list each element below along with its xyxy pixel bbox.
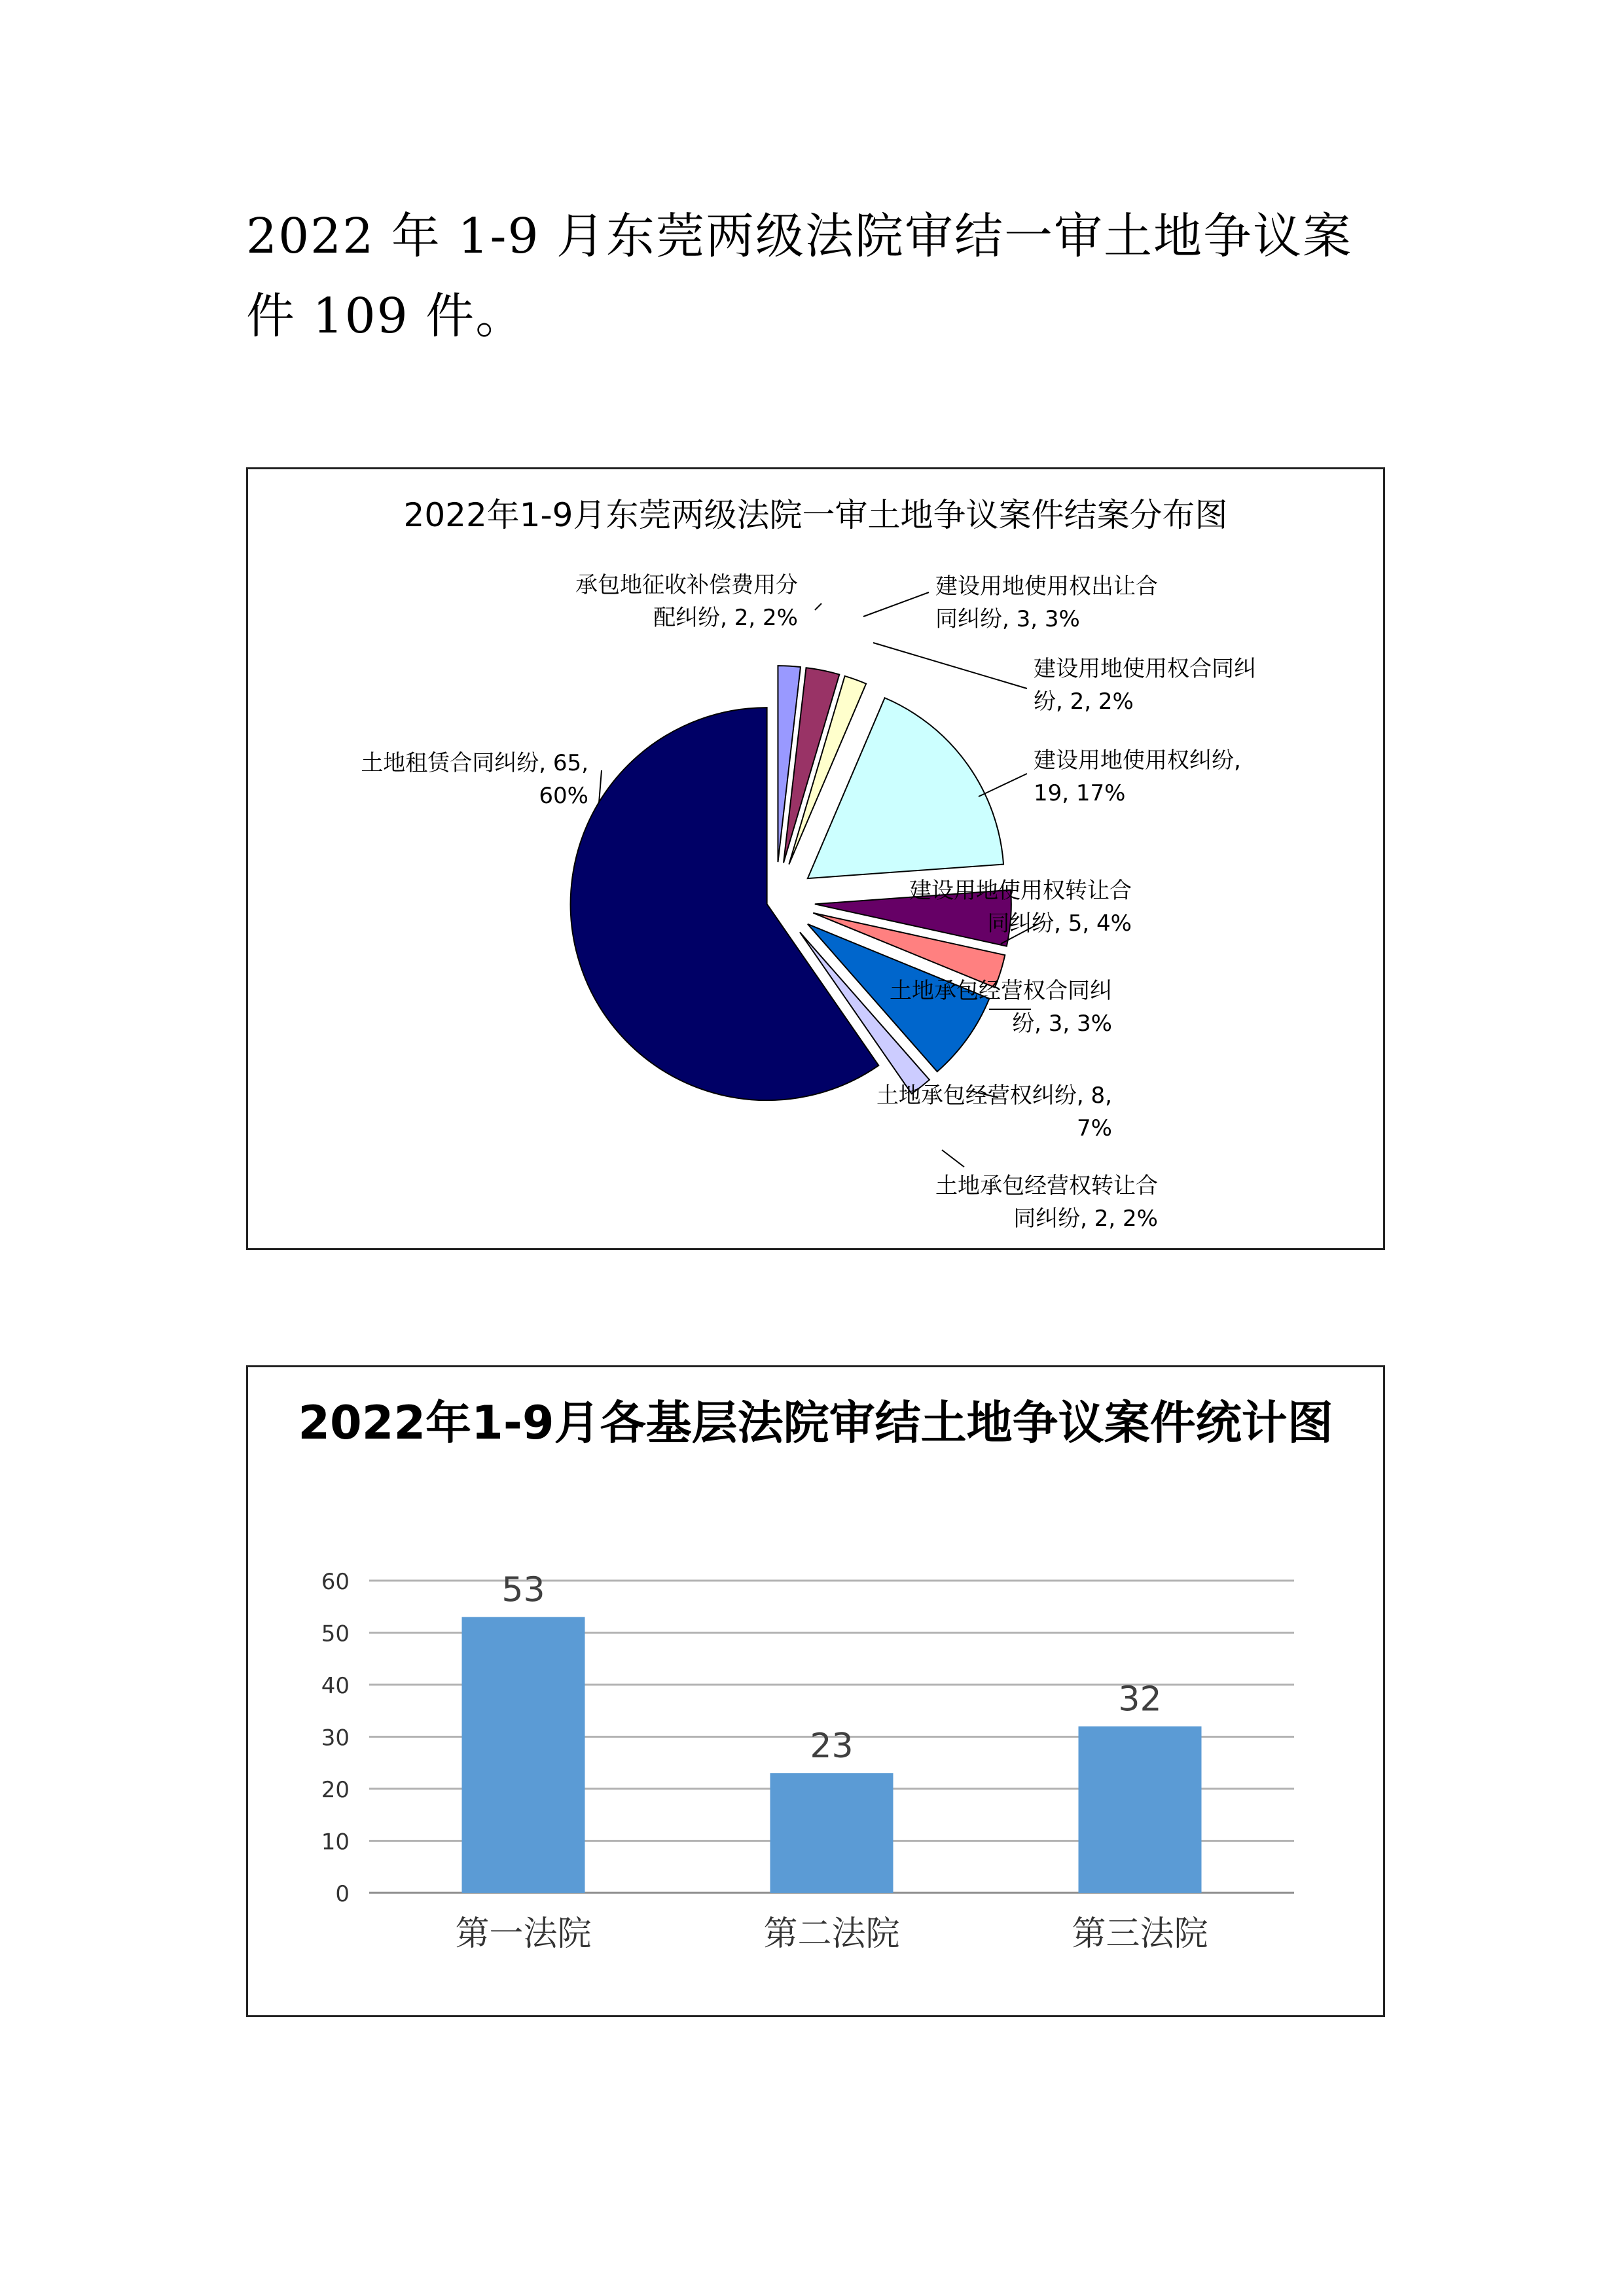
bar-value-label: 23	[810, 1727, 854, 1767]
x-category-label: 第二法院	[763, 1914, 900, 1954]
pie-data-label: 同纠纷, 3, 3%	[935, 606, 1080, 632]
pie-data-label: 19, 17%	[1034, 780, 1126, 806]
y-tick-label: 10	[321, 1829, 350, 1856]
x-category-label: 第三法院	[1072, 1914, 1208, 1954]
pie-chart	[248, 469, 1383, 1248]
y-tick-label: 50	[321, 1621, 350, 1647]
bar-value-label: 53	[501, 1570, 545, 1610]
pie-data-label: 纷, 3, 3%	[1012, 1011, 1112, 1037]
bar-chart-title: 2022年1-9月各基层法院审结土地争议案件统计图	[298, 1396, 1333, 1450]
pie-data-label: 土地承包经营权合同纠	[890, 978, 1112, 1004]
pie-data-label: 土地承包经营权转让合	[935, 1173, 1158, 1199]
pie-data-label: 配纠纷, 2, 2%	[653, 605, 798, 631]
bar	[1079, 1727, 1202, 1893]
pie-leader-line	[863, 592, 929, 617]
pie-data-label: 建设用地使用权转让合	[909, 878, 1132, 904]
pie-data-label: 土地承包经营权纠纷, 8,	[876, 1083, 1112, 1109]
x-category-label: 第一法院	[455, 1914, 592, 1954]
pie-data-label: 同纠纷, 2, 2%	[1013, 1206, 1158, 1232]
bar	[462, 1617, 585, 1893]
bar-value-label: 32	[1118, 1679, 1162, 1719]
pie-data-label: 7%	[1077, 1115, 1112, 1141]
pie-leader-line	[815, 603, 821, 610]
pie-data-label: 建设用地使用权纠纷,	[1034, 747, 1241, 774]
pie-data-label: 建设用地使用权合同纠	[1034, 656, 1256, 682]
bar	[770, 1773, 893, 1893]
bar-chart	[248, 1367, 1383, 2015]
y-tick-label: 20	[321, 1777, 350, 1803]
pie-data-label: 建设用地使用权出让合	[935, 573, 1158, 600]
pie-data-label: 承包地征收补偿费用分	[575, 572, 798, 598]
pie-data-label: 土地租赁合同纠纷, 65,	[361, 750, 588, 776]
pie-leader-line	[873, 643, 1027, 689]
pie-leader-line	[979, 774, 1027, 797]
pie-leader-line	[942, 1150, 964, 1167]
pie-data-label: 60%	[539, 783, 588, 809]
y-tick-label: 60	[321, 1569, 350, 1595]
intro-paragraph: 2022 年 1-9 月东莞两级法院审结一审土地争议案件 109 件。	[246, 208, 1353, 344]
pie-data-label: 纷, 2, 2%	[1034, 689, 1134, 715]
y-tick-label: 0	[335, 1881, 350, 1907]
y-tick-label: 30	[321, 1725, 350, 1751]
y-tick-label: 40	[321, 1673, 350, 1699]
pie-data-label: 同纠纷, 5, 4%	[987, 910, 1132, 937]
bar-chart-panel	[246, 1365, 1385, 2017]
pie-chart-title: 2022年1-9月东莞两级法院一审土地争议案件结案分布图	[403, 496, 1228, 534]
pie-chart-panel	[246, 467, 1385, 1250]
